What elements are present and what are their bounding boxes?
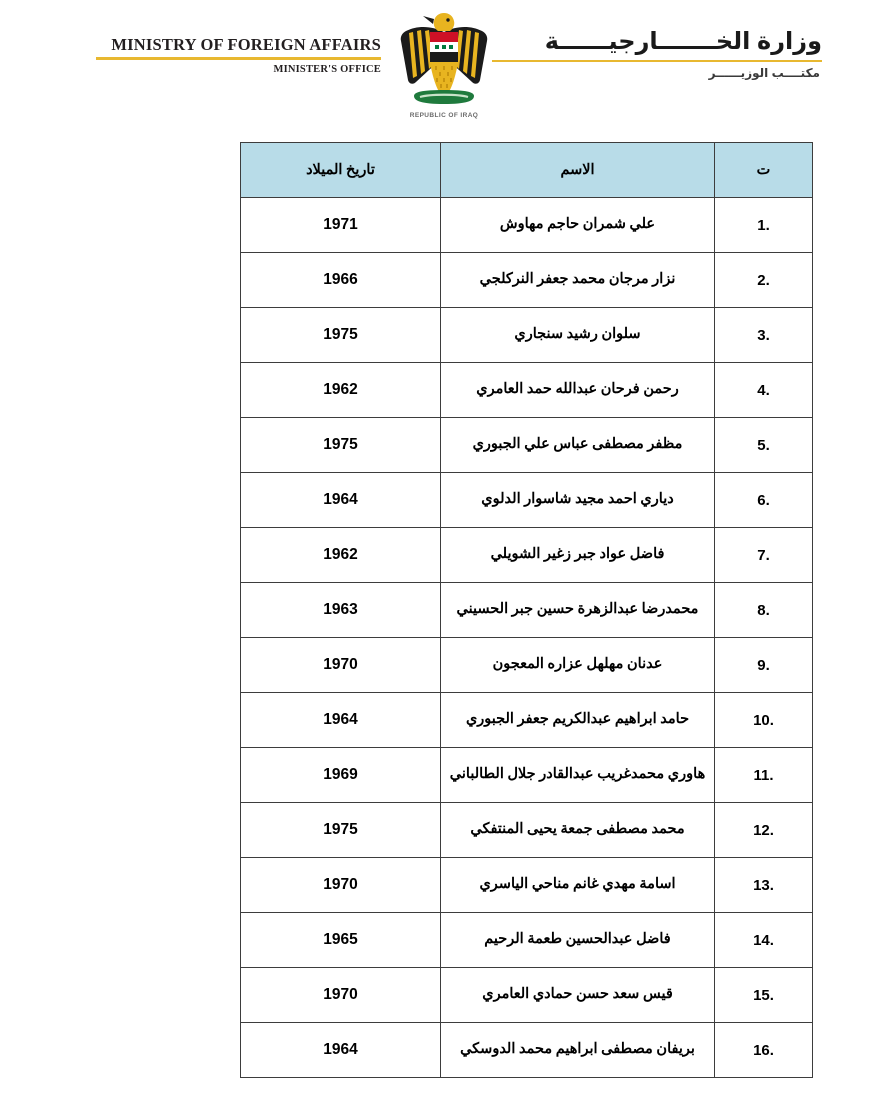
emblem-caption: REPUBLIC OF IRAQ — [409, 112, 479, 119]
cell-name: نزار مرجان محمد جعفر النركلجي — [441, 253, 715, 308]
cell-index: 1. — [715, 198, 813, 253]
ministry-name-english: MINISTRY OF FOREIGN AFFAIRS — [111, 35, 381, 54]
cell-date-of-birth: 1964 — [241, 693, 441, 748]
cell-index: 5. — [715, 418, 813, 473]
table-row — [241, 1023, 813, 1078]
table-row — [241, 638, 813, 693]
cell-name: حامد ابراهيم عبدالكريم جعفر الجبوري — [441, 693, 715, 748]
cell-date-of-birth: 1962 — [241, 528, 441, 583]
column-header-name: الاسم — [441, 143, 715, 198]
iraq-eagle-of-saladin-emblem-icon — [392, 6, 496, 128]
table-row — [241, 583, 813, 638]
cell-date-of-birth: 1970 — [241, 638, 441, 693]
column-header-dob: تاريخ الميلاد — [241, 143, 441, 198]
table-row — [241, 198, 813, 253]
cell-index: 3. — [715, 308, 813, 363]
office-name-english: MINISTER'S OFFICE — [273, 63, 381, 75]
table-row — [241, 968, 813, 1023]
cell-name: علي شمران حاجم مهاوش — [441, 198, 715, 253]
table-row — [241, 858, 813, 913]
table-row — [241, 418, 813, 473]
table-row — [241, 363, 813, 418]
table-row — [241, 528, 813, 583]
cell-index: 15. — [715, 968, 813, 1023]
table-row — [241, 913, 813, 968]
roster-table-container — [240, 142, 812, 1078]
cell-index: 16. — [715, 1023, 813, 1078]
cell-name: محمد مصطفى جمعة يحيى المنتفكي — [441, 803, 715, 858]
cell-date-of-birth: 1964 — [241, 473, 441, 528]
cell-name: اسامة مهدي غانم مناحي الياسري — [441, 858, 715, 913]
cell-name: بريفان مصطفى ابراهيم محمد الدوسكي — [441, 1023, 715, 1078]
table-row — [241, 748, 813, 803]
letterhead-english-block — [96, 36, 381, 75]
letterhead — [0, 0, 892, 132]
letterhead-arabic-rule — [492, 60, 822, 63]
roster-table — [240, 142, 813, 1078]
cell-date-of-birth: 1975 — [241, 418, 441, 473]
cell-date-of-birth: 1970 — [241, 858, 441, 913]
cell-name: هاوري محمدغريب عبدالقادر جلال الطالباني — [441, 748, 715, 803]
letterhead-arabic-block — [492, 28, 822, 80]
roster-table-body — [241, 198, 813, 1078]
column-header-index: ت — [715, 143, 813, 198]
cell-name: قيس سعد حسن حمادي العامري — [441, 968, 715, 1023]
letterhead-english-rule — [96, 57, 381, 60]
table-row — [241, 803, 813, 858]
cell-name: عدنان مهلهل عزاره المعجون — [441, 638, 715, 693]
cell-index: 9. — [715, 638, 813, 693]
cell-index: 4. — [715, 363, 813, 418]
cell-date-of-birth: 1969 — [241, 748, 441, 803]
cell-date-of-birth: 1962 — [241, 363, 441, 418]
cell-date-of-birth: 1963 — [241, 583, 441, 638]
cell-date-of-birth: 1975 — [241, 308, 441, 363]
cell-date-of-birth: 1964 — [241, 1023, 441, 1078]
cell-name: محمدرضا عبدالزهرة حسين جبر الحسيني — [441, 583, 715, 638]
table-row — [241, 473, 813, 528]
cell-index: 2. — [715, 253, 813, 308]
cell-index: 6. — [715, 473, 813, 528]
cell-date-of-birth: 1975 — [241, 803, 441, 858]
cell-index: 8. — [715, 583, 813, 638]
cell-index: 14. — [715, 913, 813, 968]
cell-name: سلوان رشيد سنجاري — [441, 308, 715, 363]
roster-table-header — [241, 143, 813, 198]
cell-index: 7. — [715, 528, 813, 583]
cell-date-of-birth: 1965 — [241, 913, 441, 968]
cell-index: 11. — [715, 748, 813, 803]
cell-name: فاضل عواد جبر زغير الشويلي — [441, 528, 715, 583]
cell-date-of-birth: 1970 — [241, 968, 441, 1023]
table-row — [241, 693, 813, 748]
cell-index: 13. — [715, 858, 813, 913]
cell-name: رحمن فرحان عبدالله حمد العامري — [441, 363, 715, 418]
table-row — [241, 308, 813, 363]
cell-date-of-birth: 1971 — [241, 198, 441, 253]
office-name-arabic: مكتــــب الوزيــــــر — [708, 66, 820, 81]
cell-date-of-birth: 1966 — [241, 253, 441, 308]
cell-index: 10. — [715, 693, 813, 748]
cell-name: دياري احمد مجيد شاسوار الدلوي — [441, 473, 715, 528]
ministry-name-arabic: وزارة الخـــــــارجيــــــة — [544, 28, 822, 55]
table-header-row — [241, 143, 813, 198]
cell-index: 12. — [715, 803, 813, 858]
cell-name: مظفر مصطفى عباس علي الجبوري — [441, 418, 715, 473]
cell-name: فاضل عبدالحسين طعمة الرحيم — [441, 913, 715, 968]
table-row — [241, 253, 813, 308]
